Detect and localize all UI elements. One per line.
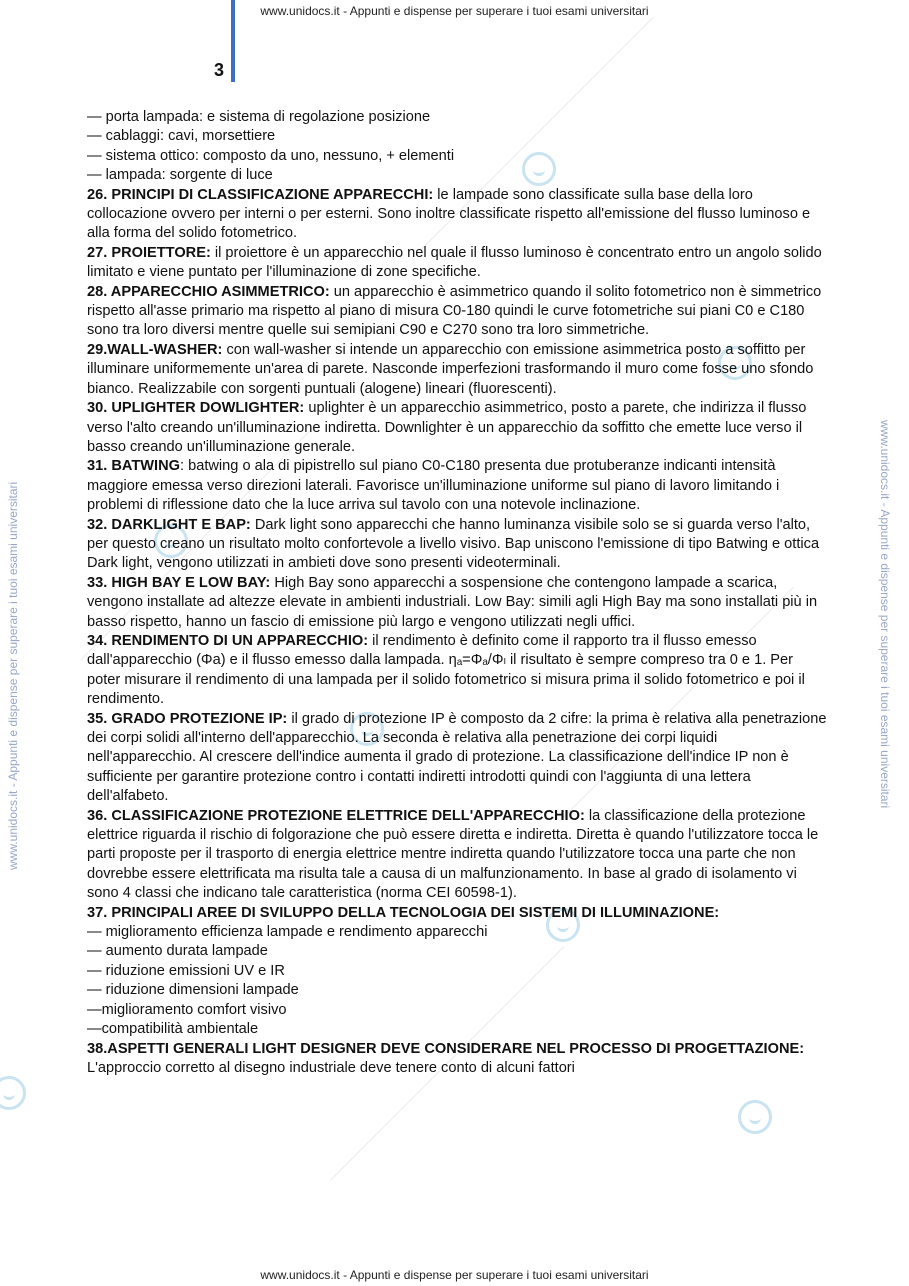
paragraph-heading: 37. PRINCIPALI AREE DI SVILUPPO DELLA TECNOLOGIA DEI SISTEMI DI ILLUMINAZIONE: bbox=[87, 904, 720, 921]
paragraph bbox=[87, 341, 827, 399]
paragraph-text: il proiettore è un apparecchio nel quale il flusso luminoso è concentrato entro un angolo solido limitato e viene puntato per l'illuminazione di zone specifiche. bbox=[87, 244, 822, 281]
paragraph-text: High Bay sono apparecchi a sospensione che contengono lampade a scarica, vengono installate ad altezze elevate in ambienti industriali. Low Bay: simili agli High Bay ma sono installati più in basso rispetto, hanno un fascio di emissione più largo e vengono utilizzati negli uffici. bbox=[87, 574, 818, 630]
watermark-side-left: www.unidocs.it - Appunti e dispense per superare i tuoi esami universitari bbox=[6, 481, 20, 870]
paragraph-text: — riduzione emissioni UV e IR bbox=[87, 962, 285, 979]
paragraph-text: Dark light sono apparecchi che hanno luminanza visibile solo se si guarda verso l'alto, per questo creano un risultato molto confortevole a livello visivo. Bap uniscono l'emissione di tipo Batwing e ottica Dark light, vengono utilizzati in ambieti dove sono presenti videoterminali. bbox=[87, 516, 820, 572]
paragraph bbox=[87, 904, 827, 923]
paragraph bbox=[87, 807, 827, 904]
paragraph-text: : batwing o ala di pipistrello sul piano C0-C180 presenta due protuberanze indicanti intensità maggiore emessa verso direzioni laterali. Favorisce un'illuminazione uniforme sul piano di lavoro limitando i problemi di riflessione dato che la luce arriva sul tavolo con una notevole inclinazione. bbox=[87, 458, 780, 514]
paragraph-heading: 29.WALL-WASHER: bbox=[87, 341, 223, 358]
paragraph-text: —compatibilità ambientale bbox=[87, 1021, 259, 1038]
paragraph-text: — sistema ottico: composto da uno, nessuno, + elementi bbox=[87, 147, 455, 164]
paragraph bbox=[87, 186, 827, 244]
paragraph bbox=[87, 147, 827, 166]
paragraph-text: il grado di protezione IP è composto da 2 cifre: la prima è relativa alla penetrazione dei corpi solidi all'interno dell'apparecchio. La seconda è relativa alla penetrazione dei corpi liquidi nell'apparecchio. Al crescere dell'indice aumenta il grado di protezione. La classificazione dell'indice IP non è sufficiente per garantire protezione contro i contatti indiretti introdotti quindi con l'aggiunta di una lettera dell'alfabeto. bbox=[87, 710, 827, 805]
watermark-side-right: www.unidocs.it - Appunti e dispense per superare i tuoi esami universitari bbox=[878, 420, 892, 809]
paragraph-heading: 26. PRINCIPI DI CLASSIFICAZIONE APPARECCHI: bbox=[87, 186, 434, 203]
paragraph bbox=[87, 457, 827, 515]
paragraph bbox=[87, 710, 827, 807]
paragraph bbox=[87, 244, 827, 283]
paragraph bbox=[87, 399, 827, 457]
paragraph bbox=[87, 166, 827, 185]
paragraph-text: — cablaggi: cavi, morsettiere bbox=[87, 128, 276, 145]
unidocs-logo-icon bbox=[738, 1100, 772, 1134]
document-body bbox=[87, 108, 827, 1078]
paragraph-heading: 28. APPARECCHIO ASIMMETRICO: bbox=[87, 283, 330, 300]
paragraph-text: la classificazione della protezione elettrice riguarda il rischio di folgorazione che può essere diretta e indiretta. Diretta è quando l'utilizzatore tocca le parti proposte per il trasporto di energia elettrice mentre indiretta quando l'utilizzatore tocca una parte che non dovrebbe essere elettrificata ma risulta tale a causa di un malfunzionamento. In base al grado di isolamento vi sono 4 classi che indicano tale caratteristica (norma CEI 60598-1). bbox=[87, 807, 819, 902]
paragraph-heading: 27. PROIETTORE: bbox=[87, 244, 211, 261]
paragraph-heading: 34. RENDIMENTO DI UN APPARECCHIO: bbox=[87, 632, 369, 649]
paragraph bbox=[87, 632, 827, 710]
paragraph-text: — riduzione dimensioni lampade bbox=[87, 982, 299, 999]
paragraph bbox=[87, 962, 827, 981]
paragraph-heading: 30. UPLIGHTER DOWLIGHTER: bbox=[87, 400, 305, 417]
paragraph bbox=[87, 108, 827, 127]
page-number-bar bbox=[231, 0, 235, 82]
paragraph bbox=[87, 127, 827, 146]
page-number: 3 bbox=[214, 60, 225, 80]
paragraph-heading: 35. GRADO PROTEZIONE IP: bbox=[87, 710, 288, 727]
paragraph-text: — porta lampada: e sistema di regolazione posizione bbox=[87, 109, 431, 125]
paragraph bbox=[87, 923, 827, 942]
watermark-header: www.unidocs.it - Appunti e dispense per superare i tuoi esami universitari bbox=[260, 4, 649, 18]
paragraph-text: con wall-washer si intende un apparecchio con emissione asimmetrica posto a soffitto per illuminare uniformemente un'area di parete. Nasconde imperfezioni trasformando il muro come fosse uno sfondo bianco. Realizzabile con sorgenti puntuali (alogene) lineari (fluorescenti). bbox=[87, 341, 814, 397]
paragraph bbox=[87, 516, 827, 574]
paragraph-heading: 32. DARKLIGHT E BAP: bbox=[87, 516, 251, 533]
paragraph-text: L'approccio corretto al disegno industriale deve tenere conto di alcuni fattori bbox=[87, 1059, 575, 1076]
watermark-footer: www.unidocs.it - Appunti e dispense per superare i tuoi esami universitari bbox=[260, 1268, 649, 1282]
paragraph bbox=[87, 283, 827, 341]
paragraph-heading: 36. CLASSIFICAZIONE PROTEZIONE ELETTRICE DELL'APPARECCHIO: bbox=[87, 807, 585, 824]
unidocs-logo-icon bbox=[0, 1076, 26, 1110]
paragraph-heading: 38.ASPETTI GENERALI LIGHT DESIGNER DEVE CONSIDERARE NEL PROCESSO DI PROGETTAZIONE: bbox=[87, 1040, 805, 1057]
paragraph-text: — miglioramento efficienza lampade e rendimento apparecchi bbox=[87, 924, 488, 941]
paragraph bbox=[87, 942, 827, 961]
paragraph-heading: 33. HIGH BAY E LOW BAY: bbox=[87, 574, 271, 591]
paragraph-text: —miglioramento comfort visivo bbox=[87, 1001, 287, 1018]
paragraph-text: — aumento durata lampade bbox=[87, 943, 268, 960]
paragraph bbox=[87, 574, 827, 632]
paragraph-heading: 31. BATWING bbox=[87, 458, 180, 475]
paragraph-text: le lampade sono classificate sulla base della loro collocazione ovvero per interni o per esterni. Sono inoltre classificate rispetto all'emissione del flusso luminoso e alla forma del solido fotometrico. bbox=[87, 186, 811, 242]
paragraph bbox=[87, 981, 827, 1000]
paragraph-text: uplighter è un apparecchio asimmetrico, posto a parete, che indirizza il flusso verso l'alto creando un'illuminazione indiretta. Downlighter è un apparecchio da soffitto che emette luce verso il basso creando un'illuminazione generale. bbox=[87, 400, 807, 455]
paragraph bbox=[87, 1040, 827, 1079]
paragraph-text: il rendimento è definito come il rapporto tra il flusso emesso dall'apparecchio (Φa) e il flusso emesso dalla lampada. ηₐ=Φₐ/Φₗ il risultato è sempre compreso tra 0 e 1. Per poter misurare il rendimento di una lampada per il solido fotometrico si misura prima il solido fotometrico e poi il rendimento. bbox=[87, 632, 805, 708]
paragraph-text: un apparecchio è asimmetrico quando il solito fotometrico non è simmetrico rispetto all'asse primario ma rispetto al piano di misura C0-180 quindi le curve fotometriche sui piani C0 e C180 sono tra loro diversi mentre quelle sui semipiani C90 e C270 sono tra loro simmetriche. bbox=[87, 283, 822, 339]
paragraph bbox=[87, 1001, 827, 1020]
paragraph-text: — lampada: sorgente di luce bbox=[87, 167, 273, 184]
paragraph bbox=[87, 1020, 827, 1039]
